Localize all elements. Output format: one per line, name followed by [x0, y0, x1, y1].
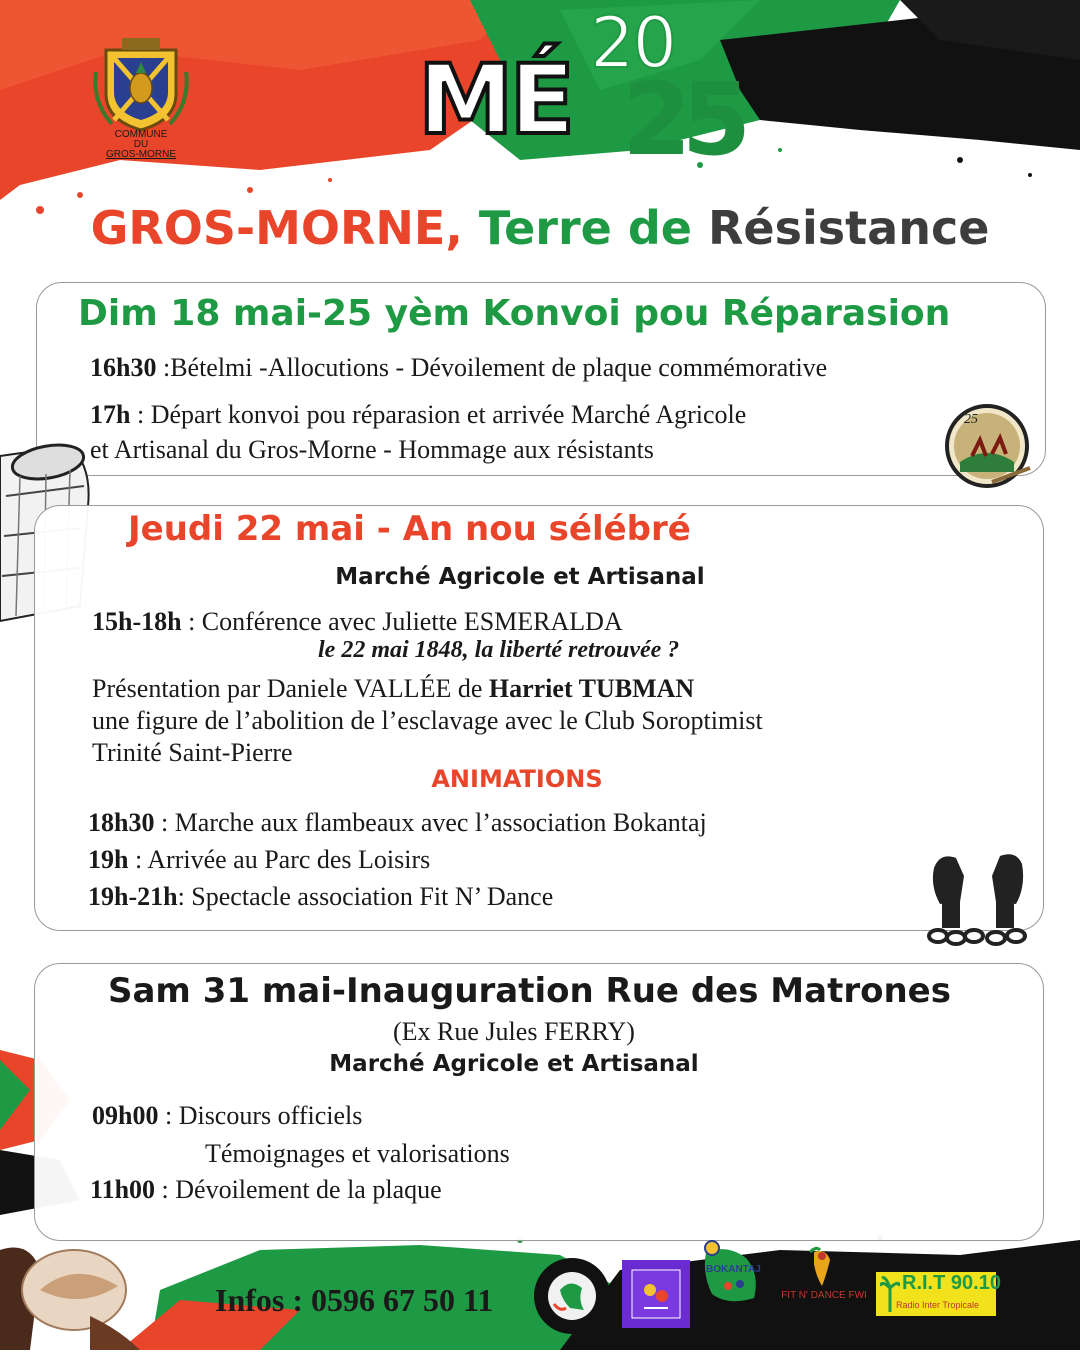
section-3-item: 09h00 : Discours officiels	[92, 1101, 363, 1130]
me-title: MÉ	[418, 44, 572, 156]
infos-phone: Infos : 0596 67 50 11	[215, 1282, 494, 1318]
partner-logo-cir: CIR	[532, 1256, 612, 1336]
animation-item: 19h-21h: Spectacle association Fit N’ Dance	[88, 882, 554, 911]
section-3-item: Témoignages et valorisations	[205, 1139, 510, 1168]
title-part-2: Terre de	[478, 201, 692, 255]
title-part-3: Résistance	[708, 201, 990, 255]
partner-logo-bokantaj: BOKANTAJ	[698, 1240, 768, 1310]
year-bottom: 25	[622, 61, 742, 178]
conference-line: 15h-18h : Conférence avec Juliette ESMERALDA	[92, 607, 623, 636]
partner-logo-fit-n-dance: FIT N' DANCE FWI	[776, 1246, 872, 1306]
animations-label: ANIMATIONS	[431, 765, 603, 793]
animation-item: 19h : Arrivée au Parc des Loisirs	[88, 845, 431, 874]
broken-chains-fists-icon	[926, 846, 1030, 950]
year-top: 20	[590, 2, 676, 84]
konvoi-badge: 25	[942, 404, 1032, 494]
section-1-heading: Dim 18 mai-25 yèm Konvoi pou Réparasion	[78, 293, 951, 334]
section-1-item: et Artisanal du Gros-Morne - Hommage aux résistants	[90, 435, 654, 464]
page-title	[0, 200, 1080, 256]
presentation-line-3: Trinité Saint-Pierre	[92, 738, 293, 767]
logo-caption: COMMUNE DU GROS-MORNE	[106, 129, 176, 160]
section-3-heading: Sam 31 mai-Inauguration Rue des Matrones	[108, 971, 951, 1011]
title-part-1: GROS-MORNE,	[90, 201, 463, 255]
animation-item: 18h30 : Marche aux flambeaux avec l’association Bokantaj	[88, 808, 707, 837]
section-2-subheading: Marché Agricole et Artisanal	[335, 564, 705, 590]
section-3-subheading-2: Marché Agricole et Artisanal	[329, 1051, 699, 1077]
section-3-item: 11h00 : Dévoilement de la plaque	[90, 1175, 442, 1204]
conference-title: le 22 mai 1848, la liberté retrouvée ?	[318, 637, 680, 663]
section-1-item: 17h : Départ konvoi pou réparasion et arrivée Marché Agricole	[90, 400, 747, 429]
section-3-subheading-1: (Ex Rue Jules FERRY)	[393, 1017, 635, 1046]
section-1-item: 16h30 :Bételmi -Allocutions - Dévoilement de plaque commémorative	[90, 353, 828, 382]
presentation-line-1: Présentation par Daniele VALLÉE de Harriet TUBMAN	[92, 674, 695, 703]
section-2-heading: Jeudi 22 mai - An nou sélébré	[128, 509, 691, 549]
presentation-line-2: une figure de l’abolition de l’esclavage avec le Club Soroptimist	[92, 706, 763, 735]
partner-logo-purple	[622, 1260, 690, 1328]
partner-logo-rit: R.I.T 90.10 Radio Inter Tropicale	[876, 1272, 996, 1316]
conch-shell-player-image	[0, 1220, 150, 1350]
